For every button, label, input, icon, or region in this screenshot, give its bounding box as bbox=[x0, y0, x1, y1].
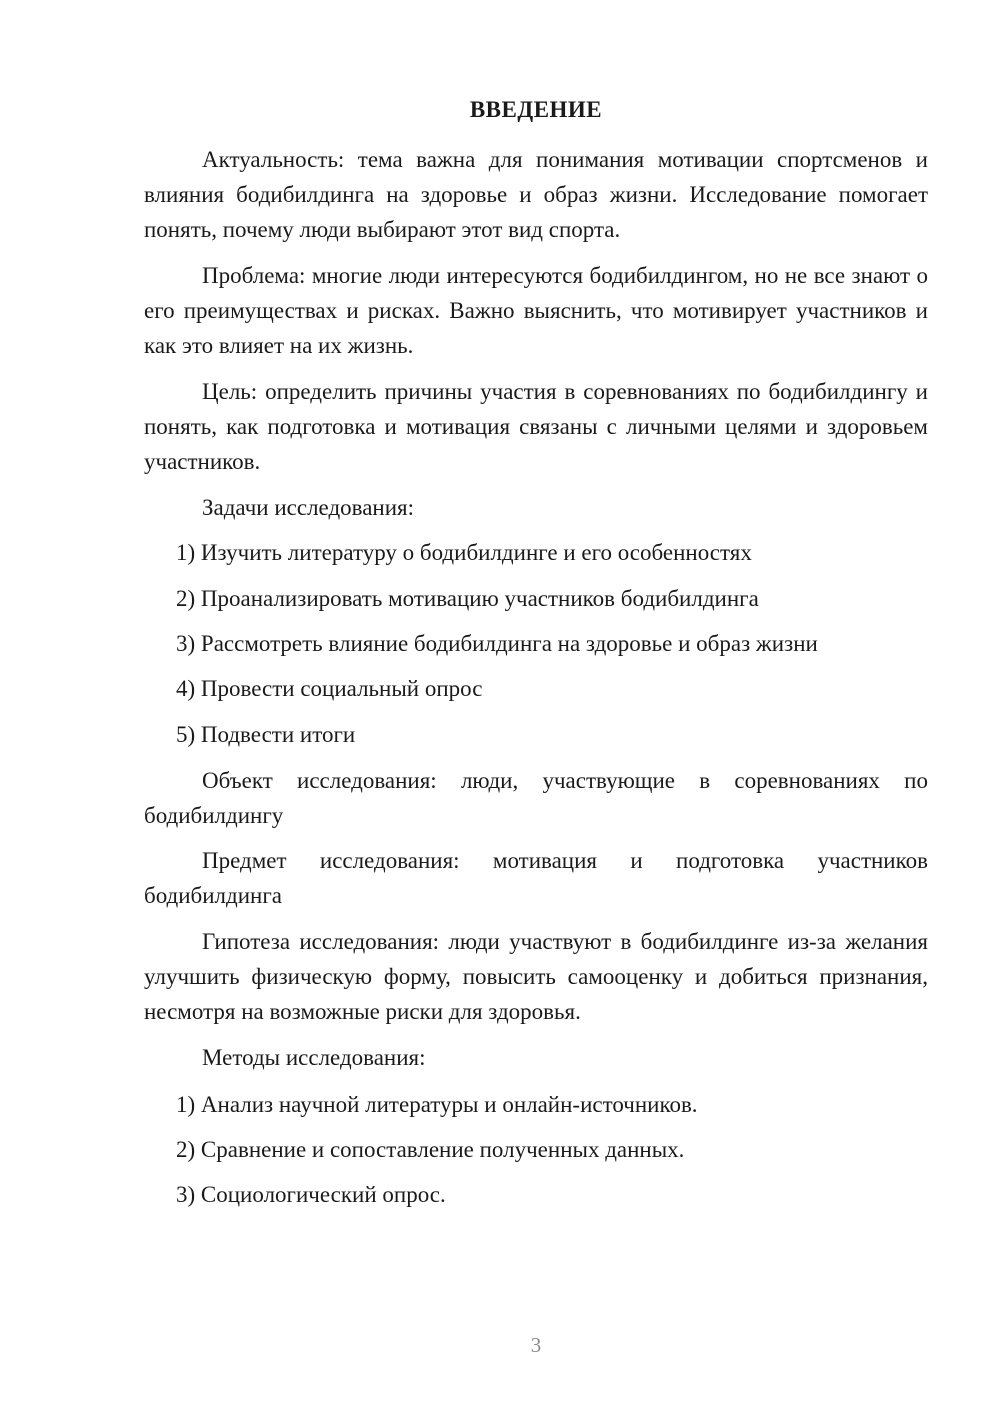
method-item: 1) Анализ научной литературы и онлайн-источников. bbox=[176, 1092, 698, 1117]
task-item: 4) Провести социальный опрос bbox=[176, 676, 483, 701]
task-item: 1) Изучить литературу о бодибилдинге и его особенностях bbox=[176, 540, 752, 565]
goal-paragraph: Цель: определить причины участия в соревнованиях по бодибилдингу и понять, как подготовка и мотивация связаны с личными целями и здоровьем участников. bbox=[144, 379, 928, 474]
method-item: 2) Сравнение и сопоставление полученных данных. bbox=[176, 1137, 685, 1162]
hypothesis-paragraph: Гипотеза исследования: люди участвуют в бодибилдинге из-за желания улучшить физическую форму, повысить самооценку и добиться признания, несмотря на возможные риски для здоровья. bbox=[144, 929, 928, 1024]
tasks-heading: Задачи исследования: bbox=[202, 495, 415, 520]
section-title: ВВЕДЕНИЕ bbox=[469, 97, 603, 122]
object-paragraph: Объект исследования: люди, участвующие в соревнованиях по бодибилдингу bbox=[144, 768, 928, 828]
task-item: 5) Подвести итоги bbox=[176, 722, 356, 747]
methods-heading: Методы исследования: bbox=[202, 1045, 426, 1070]
subject-paragraph: Предмет исследования: мотивация и подготовка участников бодибилдинга bbox=[144, 848, 928, 908]
task-item: 2) Проанализировать мотивацию участников бодибилдинга bbox=[176, 586, 759, 611]
relevance-paragraph: Актуальность: тема важна для понимания мотивации спортсменов и влияния бодибилдинга на здоровье и образ жизни. Исследование помогает понять, почему люди выбирают этот вид спорта. bbox=[144, 147, 928, 242]
task-item: 3) Рассмотреть влияние бодибилдинга на здоровье и образ жизни bbox=[176, 631, 818, 656]
method-item: 3) Социологический опрос. bbox=[176, 1182, 446, 1207]
problem-paragraph: Проблема: многие люди интересуются бодибилдингом, но не все знают о его преимуществах и рисках. Важно выяснить, что мотивирует участников и как это влияет на их жизнь. bbox=[144, 263, 928, 358]
page-number: 3 bbox=[530, 1333, 542, 1357]
